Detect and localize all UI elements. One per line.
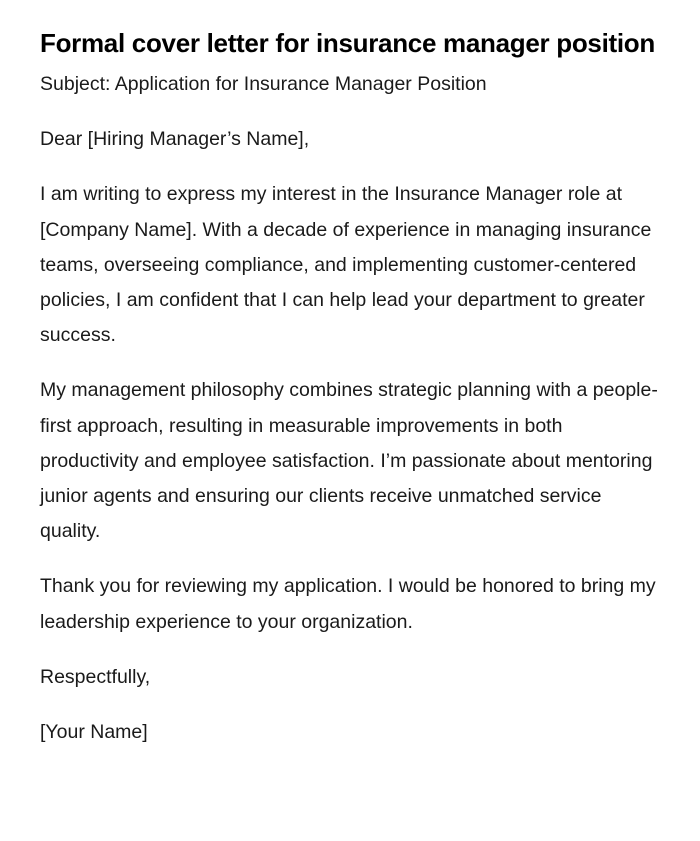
page-title: Formal cover letter for insurance manager position <box>40 28 655 58</box>
subject-line: Subject: Application for Insurance Manager Position <box>40 73 487 95</box>
body-paragraph-philosophy: My management philosophy combines strategic planning with a people-first approach, resulting in measurable improvements in both productivity and employee satisfaction. I’m passionate about mentoring junior agents and ensuring our clients receive unmatched service quality. <box>40 379 658 543</box>
closing: Respectfully, <box>40 665 151 688</box>
signature: [Your Name] <box>40 721 148 744</box>
salutation: Dear [Hiring Manager’s Name], <box>40 128 310 151</box>
body-paragraph-thanks: Thank you for reviewing my application. I would be honored to bring my leadership experience to your organization. <box>40 575 656 633</box>
body-paragraph-intro: I am writing to express my interest in the Insurance Manager role at [Company Name]. With a decade of experience in managing insurance teams, overseeing compliance, and implementing customer-centered policies, I am confident that I can help lead your department to greater success. <box>40 183 652 347</box>
